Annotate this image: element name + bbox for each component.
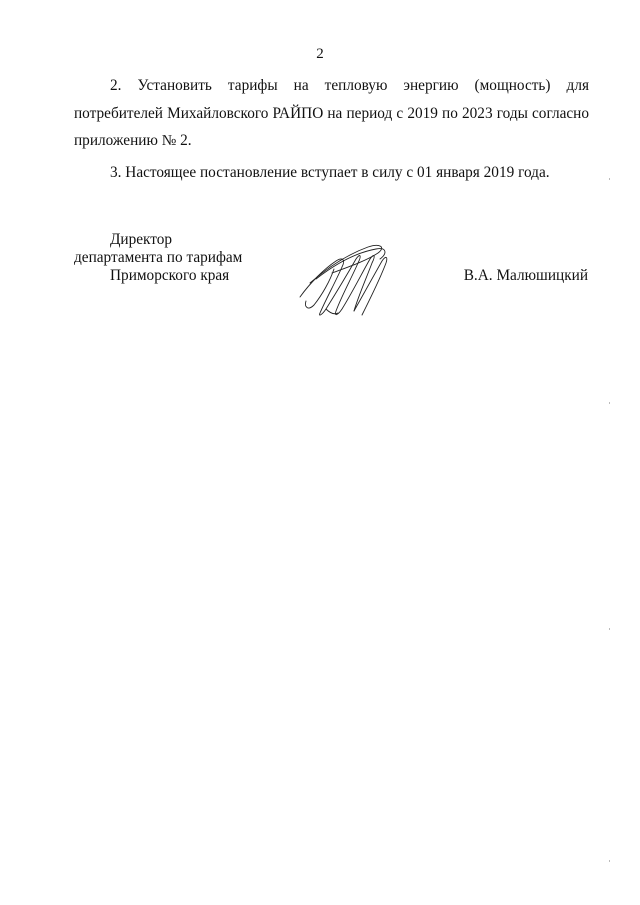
scan-margin-mark — [609, 402, 610, 404]
paragraph-tariffs: 2. Установить тарифы на тепловую энергию (мощность) для потребителей Михайловского РАЙПО на период с 2019 по 2023 годы согласно приложению № 2. — [74, 77, 589, 149]
signer-name: В.А. Малюшицкий — [463, 267, 588, 284]
signer-position-line: Приморского края — [110, 267, 230, 284]
scan-margin-mark — [609, 628, 610, 630]
paragraph-effective-date: 3. Настоящее постановление вступает в силу с 01 января 2019 года. — [110, 163, 550, 181]
scan-margin-mark — [609, 178, 610, 180]
document-body — [74, 72, 589, 186]
page-number: 2 — [316, 46, 324, 62]
scan-margin-mark — [609, 860, 610, 862]
signature-block — [74, 231, 594, 321]
handwritten-signature — [296, 239, 396, 319]
signer-position-line: департамента по тарифам — [74, 249, 243, 266]
signer-position — [74, 231, 242, 285]
signer-position-line: Директор — [110, 231, 173, 248]
